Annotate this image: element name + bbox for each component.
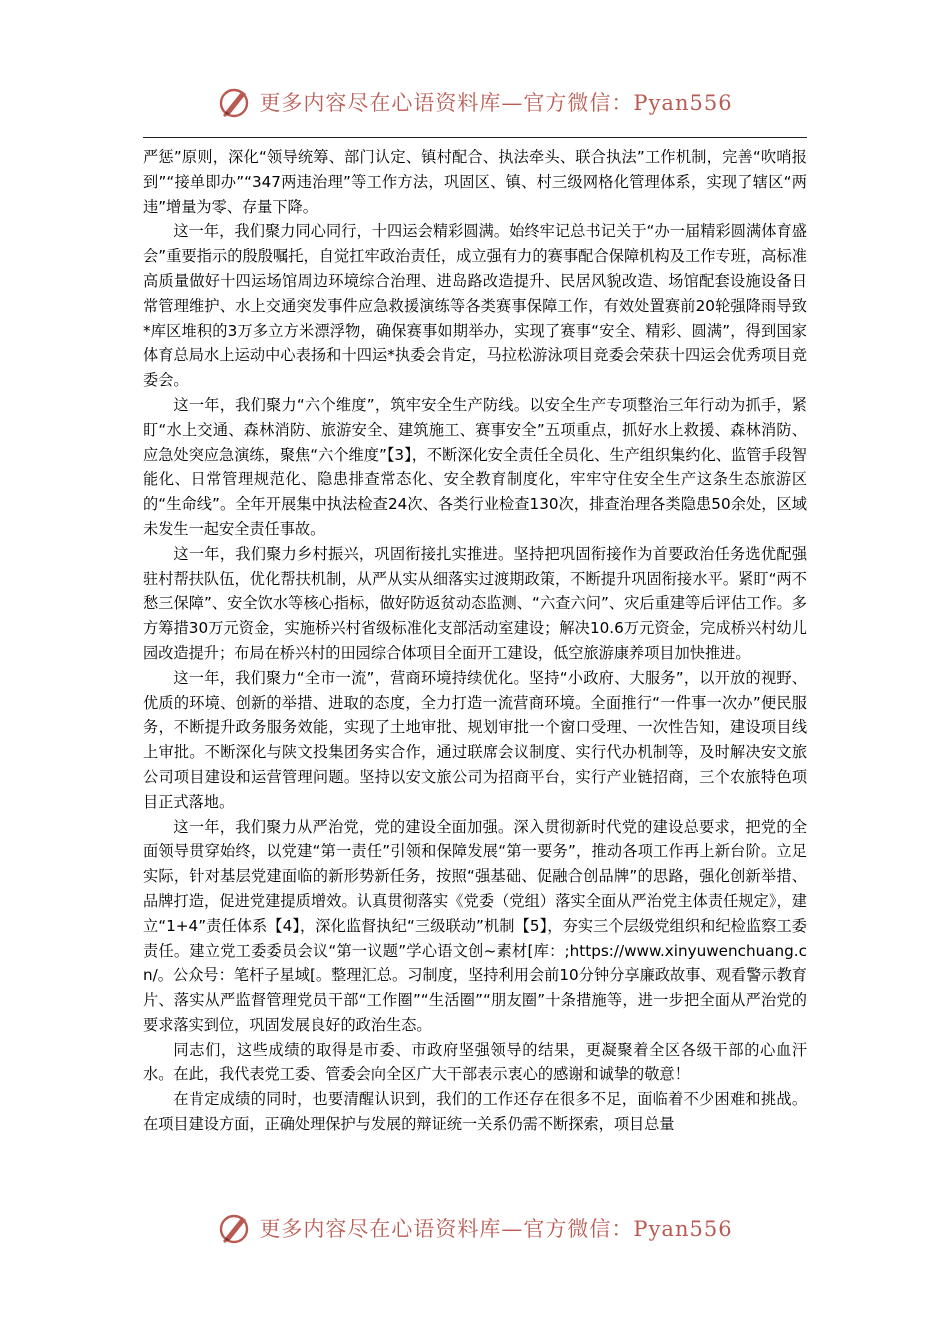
header-divider <box>143 137 807 138</box>
paragraph: 这一年，我们聚力从严治党，党的建设全面加强。深入贯彻新时代党的建设总要求，把党的全面领导贯穿始终，以党建“第一责任”引领和保障发展“第一要务”，推动各项工作再上新台阶。立足实际，针对基层党建面临的新形势新任务，按照“强基础、促融合创品牌”的思路，强化创新举措、品牌打造，促进党建提质增效。认真贯彻落实《党委（党组）落实全面从严治党主体责任规定》，建立“1+4”责任体系【4】，深化监督执纪“三级联动”机制【5】，夯实三个层级党组织和纪检监察工委责任。建立党工委委员会议“第一议题”学心语文创~素材[库：;https://www.xinyuwenchuang.cn/。公众号：笔杆子星域[。整理汇总。习制度，坚持利用会前10分钟分享廉政故事、观看警示教育片、落实从严监督管理党员干部“工作圈”“生活圈”“朋友圈”十条措施等，进一步把全面从严治党的要求落实到位，巩固发展良好的政治生态。 <box>143 817 807 1034</box>
paragraph: 这一年，我们聚力“六个维度”，筑牢安全生产防线。以安全生产专项整治三年行动为抓手，紧盯“水上交通、森林消防、旅游安全、建筑施工、赛事安全”五项重点，抓好水上救援、森林消防、应急处突应急演练，聚焦“六个维度”【3】，不断深化安全责任全员化、生产组织集约化、监管手段智能化、日常管理规范化、隐患排查常态化、安全教育制度化，牢牢守住安全生产这条生态旅游区的“生命线”。全年开展集中执法检查24次、各类行业检查130次，排查治理各类隐患50余处，区域未发生一起安全责任事故。 <box>143 395 807 538</box>
pen-logo-icon <box>217 84 253 120</box>
paragraph: 这一年，我们聚力乡村振兴，巩固衔接扎实推进。坚持把巩固衔接作为首要政治任务选优配强驻村帮扶队伍，优化帮扶机制，从严从实从细落实过渡期政策，不断提升巩固衔接水平。紧盯“两不愁三保障”、安全饮水等核心指标，做好防返贫动态监测、“六查六问”、灾后重建等后评估工作。多方筹措30万元资金，实施桥兴村省级标准化支部活动室建设；解决10.6万元资金，完成桥兴村幼儿园改造提升；布局在桥兴村的田园综合体项目全面开工建设，低空旅游康养项目加快推进。 <box>143 544 807 662</box>
paragraph: 这一年，我们聚力同心同行，十四运会精彩圆满。始终牢记总书记关于“办一届精彩圆满体育盛会”重要指示的殷殷嘱托，自觉扛牢政治责任，成立强有力的赛事配合保障机构及工作专班，高标准高质量做好十四运场馆周边环境综合治理、进岛路改造提升、民居风貌改造、场馆配套设施设备日常管理维护、水上交通突发事件应急救援演练等各类赛事保障工作，有效处置赛前20轮强降雨导致*库区堆积的3万多立方米漂浮物，确保赛事如期举办，实现了赛事“安全、精彩、圆满”，得到国家体育总局水上运动中心表扬和十四运*执委会肯定，马拉松游泳项目竞委会荣获十四运会优秀项目竞委会。 <box>143 222 807 390</box>
footer-banner-text: 更多内容尽在心语资料库—官方微信：Pyan556 <box>259 1217 733 1241</box>
header-banner <box>0 82 950 122</box>
document-body <box>143 145 807 1137</box>
paragraph: 在肯定成绩的同时，也要清醒认识到，我们的工作还存在很多不足，面临着不少困难和挑战。在项目建设方面，正确处理保护与发展的辩证统一关系仍需不断探索，项目总量 <box>143 1090 807 1134</box>
pen-logo-icon <box>217 1210 253 1246</box>
footer-banner <box>0 1208 950 1248</box>
paragraph: 严惩”原则，深化“领导统筹、部门认定、镇村配合、执法牵头、联合执法”工作机制，完善“吹哨报到”“接单即办”“347两违治理”等工作方法，巩固区、镇、村三级网格化管理体系，实现了辖区“两违”增量为零、存量下降。 <box>143 148 807 216</box>
header-banner-text: 更多内容尽在心语资料库—官方微信：Pyan556 <box>259 91 733 115</box>
paragraph: 同志们，这些成绩的取得是市委、市政府坚强领导的结果，更凝聚着全区各级干部的心血汗水。在此，我代表党工委、管委会向全区广大干部表示衷心的感谢和诚挚的敬意！ <box>143 1040 807 1084</box>
paragraph: 这一年，我们聚力“全市一流”，营商环境持续优化。坚持“小政府、大服务”，以开放的视野、优质的环境、创新的举措、进取的态度，全力打造一流营商环境。全面推行“一件事一次办”便民服务，不断提升政务服务效能，实现了土地审批、规划审批一个窗口受理、一次性告知，建设项目线上审批。不断深化与陕文投集团务实合作，通过联席会议制度、实行代办机制等，及时解决安文旅公司项目建设和运营管理问题。坚持以安文旅公司为招商平台，实行产业链招商，三个农旅特色项目正式落地。 <box>143 668 807 811</box>
